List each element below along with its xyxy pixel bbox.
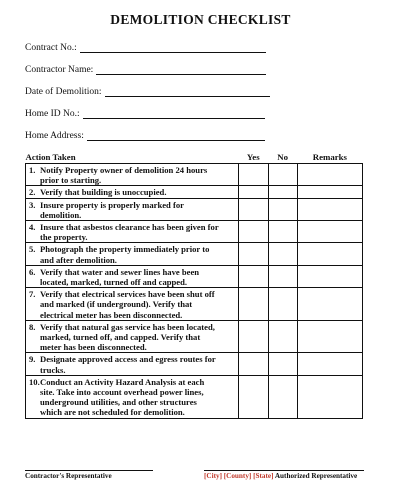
checklist-table <box>25 152 363 419</box>
header-yes: Yes <box>239 152 268 164</box>
yes-checkbox-cell[interactable] <box>239 221 268 243</box>
date-of-demolition-field[interactable] <box>25 84 270 97</box>
item-text: Verify that water and sewer lines have been located, marked, turned off and capped. <box>40 266 200 288</box>
table-row <box>26 243 363 265</box>
action-cell <box>26 186 239 198</box>
action-cell <box>26 221 239 243</box>
remarks-cell[interactable] <box>297 164 362 186</box>
item-number: 1. <box>29 165 36 175</box>
no-checkbox-cell[interactable] <box>268 288 297 321</box>
yes-checkbox-cell[interactable] <box>239 265 268 287</box>
action-cell <box>26 375 239 418</box>
no-checkbox-cell[interactable] <box>268 198 297 220</box>
contract-no-line[interactable] <box>80 43 266 53</box>
contract-no-label: Contract No.: <box>25 43 77 53</box>
contractor-name-label: Contractor Name: <box>25 65 94 75</box>
home-address-field[interactable] <box>25 128 265 141</box>
home-id-label: Home ID No.: <box>25 109 80 119</box>
no-checkbox-cell[interactable] <box>268 164 297 186</box>
contractor-signature-line[interactable] <box>25 470 153 488</box>
item-number: 5. <box>29 244 36 255</box>
remarks-cell[interactable] <box>297 288 362 321</box>
item-text: Designate approved access and egress routes for trucks. <box>40 354 216 375</box>
action-cell <box>26 198 239 220</box>
no-checkbox-cell[interactable] <box>268 221 297 243</box>
table-row <box>26 288 363 321</box>
home-address-line[interactable] <box>87 131 265 141</box>
remarks-cell[interactable] <box>297 198 362 220</box>
table-row <box>26 375 363 418</box>
item-number: 6. <box>29 266 36 277</box>
contractor-name-line[interactable] <box>96 65 266 75</box>
item-number: 2. <box>29 187 36 198</box>
yes-checkbox-cell[interactable] <box>239 198 268 220</box>
item-number: 9. <box>29 354 36 365</box>
item-number: 7. <box>29 289 36 300</box>
table-row <box>26 198 363 220</box>
action-cell <box>26 353 239 375</box>
action-cell <box>26 265 239 287</box>
contractor-representative-label: Contractor's Representative <box>25 472 112 480</box>
action-cell <box>26 320 239 353</box>
home-id-field[interactable] <box>25 106 265 119</box>
item-text: Conduct an Activity Hazard Analysis at each site. Take into account overhead power lines, underground utilities, and other structures which are not scheduled for demolition. <box>40 376 205 418</box>
remarks-cell[interactable] <box>297 375 362 418</box>
remarks-cell[interactable] <box>297 243 362 265</box>
item-text: Notify Property owner of demolition 24 hours prior to starting. <box>40 165 208 186</box>
action-cell <box>26 164 239 186</box>
date-of-demolition-label: Date of Demolition: <box>25 87 102 97</box>
remarks-cell[interactable] <box>297 353 362 375</box>
no-checkbox-cell[interactable] <box>268 243 297 265</box>
table-row <box>26 221 363 243</box>
header-remarks: Remarks <box>297 152 362 164</box>
home-id-line[interactable] <box>83 109 265 119</box>
no-checkbox-cell[interactable] <box>268 320 297 353</box>
date-of-demolition-line[interactable] <box>105 87 270 97</box>
table-row <box>26 320 363 353</box>
table-row <box>26 164 363 186</box>
item-text: Verify that electrical services have been shut off and marked (if underground). Verify that electrical meter has been disconnected. <box>40 289 215 320</box>
authorized-representative-label: Authorized Representative <box>273 472 358 480</box>
item-text: Insure property is properly marked for demolition. <box>40 199 184 220</box>
no-checkbox-cell[interactable] <box>268 186 297 198</box>
item-text: Insure that asbestos clearance has been given for the property. <box>40 222 219 243</box>
yes-checkbox-cell[interactable] <box>239 353 268 375</box>
action-cell <box>26 288 239 321</box>
item-text: Verify that building is unoccupied. <box>40 187 167 198</box>
remarks-cell[interactable] <box>297 186 362 198</box>
no-checkbox-cell[interactable] <box>268 375 297 418</box>
page-title: DEMOLITION CHECKLIST <box>110 12 291 27</box>
remarks-cell[interactable] <box>297 221 362 243</box>
authorized-signature-line[interactable] <box>204 470 364 488</box>
contract-no-field[interactable] <box>25 40 266 53</box>
no-checkbox-cell[interactable] <box>268 353 297 375</box>
home-address-label: Home Address: <box>25 131 84 141</box>
item-text: Verify that natural gas service has been located, marked, turned off, and capped. Verify that meter has been disconnected. <box>40 321 215 353</box>
yes-checkbox-cell[interactable] <box>239 288 268 321</box>
item-text: Photograph the property immediately prior to and after demolition. <box>40 244 210 265</box>
yes-checkbox-cell[interactable] <box>239 186 268 198</box>
table-row <box>26 353 363 375</box>
no-checkbox-cell[interactable] <box>268 265 297 287</box>
remarks-cell[interactable] <box>297 265 362 287</box>
header-action-taken: Action Taken <box>26 152 239 164</box>
action-cell <box>26 243 239 265</box>
header-no: No <box>268 152 297 164</box>
yes-checkbox-cell[interactable] <box>239 164 268 186</box>
item-number: 10. <box>29 376 40 387</box>
table-header-row <box>26 152 363 164</box>
table-row <box>26 265 363 287</box>
table-row <box>26 186 363 198</box>
yes-checkbox-cell[interactable] <box>239 243 268 265</box>
item-number: 8. <box>29 321 36 332</box>
remarks-cell[interactable] <box>297 320 362 353</box>
item-number: 4. <box>29 222 36 233</box>
contractor-name-field[interactable] <box>25 62 266 75</box>
yes-checkbox-cell[interactable] <box>239 375 268 418</box>
yes-checkbox-cell[interactable] <box>239 320 268 353</box>
item-number: 3. <box>29 199 36 210</box>
jurisdiction-placeholder: [City] [County] [State] <box>204 472 274 480</box>
